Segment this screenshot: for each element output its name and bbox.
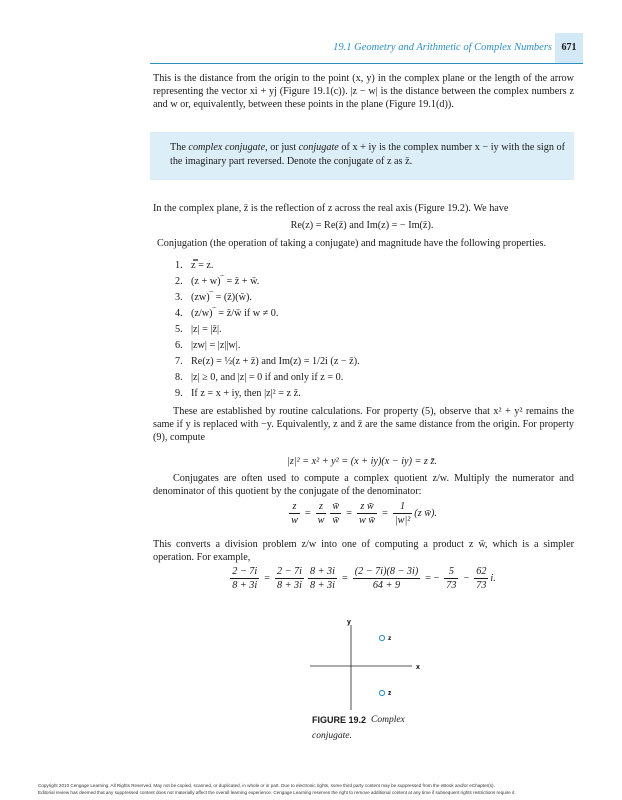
property-number: 5.: [175, 324, 183, 335]
fraction: $\frac{\text{z w̄}}{\text{w w̄}}$: [358, 501, 376, 526]
property-text: z̿ = z.: [191, 260, 214, 271]
point-zbar: [379, 690, 384, 695]
fraction: $\frac{2 - 7i}{8 + 3i}$: [232, 566, 258, 591]
property-text: (zw)‾ = (z̄)(w̄).: [191, 292, 252, 303]
x-axis-label: x: [416, 664, 420, 671]
copyright-line: Copyright 2010 Cengage Learning. All Rights Reserved. May not be copied, scanned, or duplicated, in whole or in part. Due to electronic rights, some third party content may be suppressed from the eBook and/or eChapter(s).: [38, 783, 495, 788]
property-number: 1.: [175, 260, 183, 271]
term-complex-conjugate: complex conjugate: [188, 142, 266, 153]
fraction: $\frac{2 - 7i}{8 + 3i}$: [276, 566, 302, 591]
property-number: 4.: [175, 308, 183, 319]
figure-caption-line2: conjugate.: [312, 731, 352, 741]
property-number: 7.: [175, 356, 183, 367]
definition-text: The complex conjugate, or just conjugate of x + iy is the complex number x − iy with the sign of the imaginary part reversed. Denote the conjugate of z as z̄.: [170, 142, 565, 167]
example-equation: $\frac{2 - 7i}{8 + 3i}$ = $\frac{2 - 7i}{8 + 3i}$ $\frac{8 + 3i}{8 + 3i}$ = $\frac{(2 - 7i)(8 - 3i)}{64 + 9}$ = − $\frac{5}{73}$ − $\frac{62}{73}$ i.: [232, 566, 496, 591]
fraction: $\frac{(2 - 7i)(8 - 3i)}{64 + 9}$: [354, 566, 419, 591]
property-text: (z/w)‾ = z̄/w̄ if w ≠ 0.: [191, 308, 279, 319]
term-conjugate: conjugate: [298, 142, 339, 153]
page-number: 671: [555, 33, 583, 63]
property-number: 6.: [175, 340, 183, 351]
modulus-equation: |z|² = x² + y² = (x + iy)(x − iy) = z z̄.: [287, 456, 437, 467]
property-item: [175, 338, 555, 354]
property-item: [175, 290, 555, 306]
property-number: 2.: [175, 276, 183, 287]
property-item: [175, 370, 555, 386]
figure-label: FIGURE 19.2: [312, 715, 367, 725]
fraction: $\frac{62}{73}$: [476, 566, 487, 591]
fraction: $\frac{1}{\text{|w|²}}$: [394, 501, 411, 526]
property-item: [175, 354, 555, 370]
property-item: [175, 322, 555, 338]
property-text: |zw| = |z||w|.: [191, 340, 241, 351]
zbar-label: z̄: [388, 690, 392, 697]
property-text: Re(z) = ½(z + z̄) and Im(z) = 1/2i (z − z̄).: [191, 356, 360, 367]
property-item: [175, 258, 555, 274]
converts-paragraph: This converts a division problem z/w into one of computing a product z w̄, which is a simpler operation. For example,: [153, 539, 574, 563]
quotient-equation: $\frac{z}{w}$ = $\frac{z}{w}$ $\frac{w̄}{w̄}$ = $\frac{\text{z w̄}}{\text{w w̄}}$ = $\frac{1}{\text{|w|²}}$ (z w̄).: [291, 501, 437, 526]
header-rule: [150, 63, 583, 64]
property-text: |z| = |z̄|.: [191, 324, 222, 335]
z-label: z: [388, 635, 392, 642]
fraction: $\frac{5}{73}$: [446, 566, 457, 591]
property-number: 3.: [175, 292, 183, 303]
figure-complex-plane: [300, 615, 430, 710]
fraction: $\frac{z}{w}$: [291, 501, 298, 526]
running-header-title: 19.1 Geometry and Arithmetic of Complex Numbers: [333, 42, 552, 53]
property-number: 8.: [175, 372, 183, 383]
property-item: [175, 306, 555, 322]
property-text: (z + w)‾ = z̄ + w̄.: [191, 276, 260, 287]
re-im-equation: Re(z) = Re(z̄) and Im(z) = − Im(z̄).: [290, 220, 434, 231]
conjugates-paragraph: Conjugates are often used to compute a complex quotient z/w. Multiply the numerator and denominator of this quotient by the conjugate of the denominator:: [153, 473, 574, 497]
editorial-line: Editorial review has deemed that any suppressed content does not materially affect the overall learning experience. Cengage Learning reserves the right to remove additional content at any time if subsequent rights restrictions require it.: [38, 790, 516, 795]
properties-list: [175, 258, 555, 402]
properties-intro: Conjugation (the operation of taking a conjugate) and magnitude have the following properties.: [157, 238, 546, 249]
property-text: |z| ≥ 0, and |z| = 0 if and only if z = 0.: [191, 372, 344, 383]
intro-paragraph: This is the distance from the origin to the point (x, y) in the complex plane or the length of the arrow representing the vector xi + yj (Figure 19.1(c)). |z − w| is the distance between the complex numbers z and w or, equivalently, between these points in the plane (Figure 19.1(d)).: [153, 73, 574, 110]
property-item: [175, 274, 555, 290]
fraction: $\frac{w̄}{w̄}$: [332, 501, 340, 526]
property-item: [175, 386, 555, 402]
figure-caption-line1: Complex: [371, 715, 405, 725]
fraction: $\frac{z}{w}$: [317, 501, 325, 526]
reflection-paragraph: In the complex plane, z̄ is the reflection of z across the real axis (Figure 19.2). We have: [153, 203, 509, 214]
property-number: 9.: [175, 388, 183, 399]
property-text: If z = x + iy, then |z|² = z z̄.: [191, 388, 301, 399]
point-z: [379, 635, 384, 640]
fraction: $\frac{8 + 3i}{8 + 3i}$: [309, 566, 335, 591]
routine-paragraph: These are established by routine calculations. For property (5), observe that x² + y² remains the same if y is replaced with −y. Equivalently, z and z̄ are the same distance from the origin. For property (9), compute: [153, 406, 574, 443]
y-axis-label: y: [347, 619, 351, 626]
